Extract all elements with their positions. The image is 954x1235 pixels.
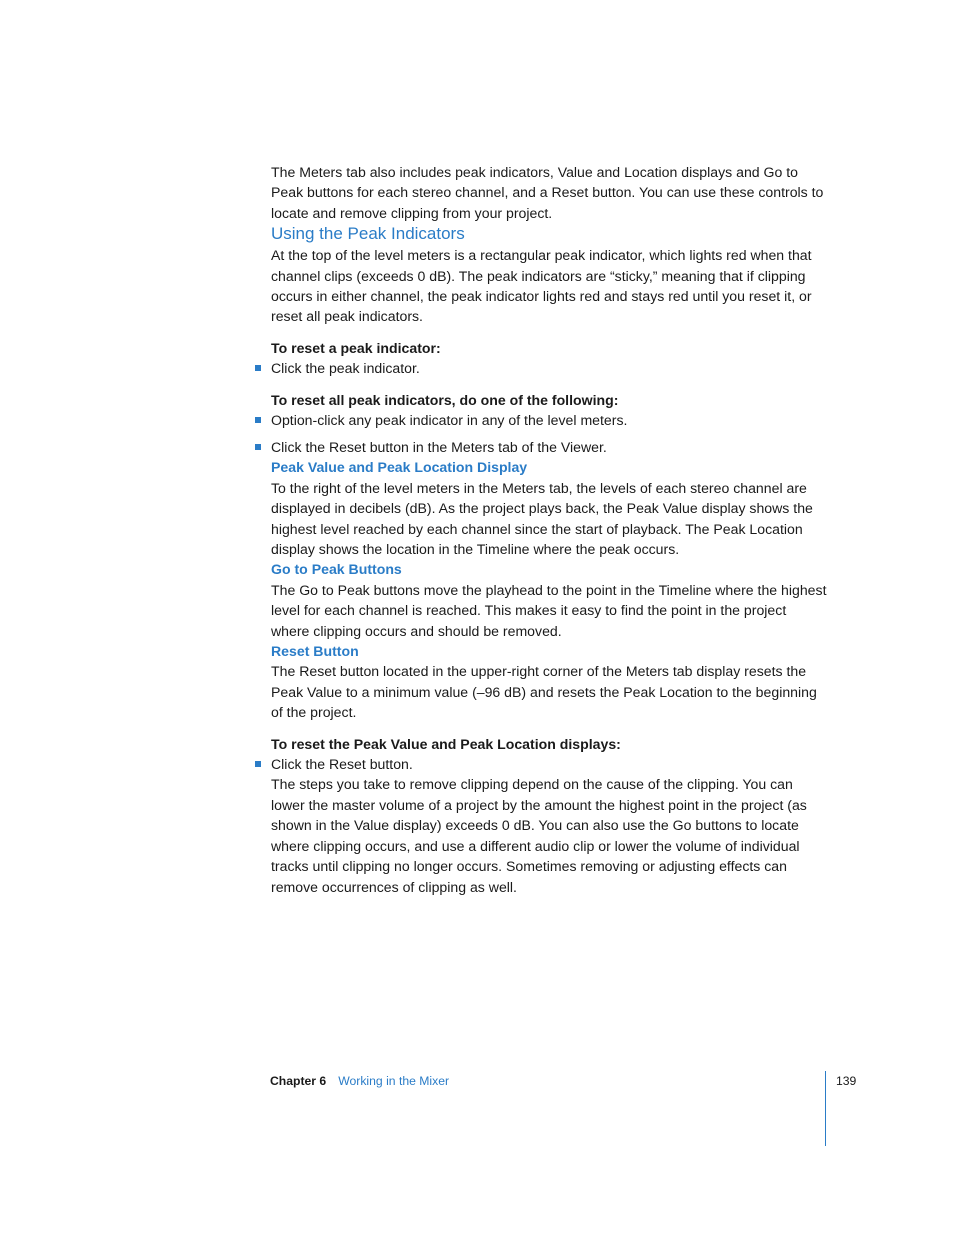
page-footer [270, 1072, 449, 1090]
reset-button-paragraph: The Reset button located in the upper-right corner of the Meters tab display resets the Peak Value to a minimum value (–96 dB) and resets the Peak Location to the beginning of the project. [271, 663, 817, 721]
bullet-square-icon [255, 761, 261, 767]
list-item-text: Click the peak indicator. [271, 360, 420, 377]
steps-reset-one [271, 358, 827, 378]
steps-reset-displays [271, 754, 827, 774]
go-to-peak-paragraph: The Go to Peak buttons move the playhead to the point in the Timeline where the highest level for each channel is reached. This makes it easy to find the point in the project where clipping occurs and should be removed. [271, 581, 827, 639]
list-item [271, 437, 827, 457]
peak-value-paragraph: To the right of the level meters in the Meters tab, the levels of each stereo channel are displayed in decibels (dB). As the project plays back, the Peak Value display shows the highest level reached by each channel since the start of playback. The Peak Location display shows the location in the Timeline where the peak occurs. [271, 479, 813, 557]
page-number: 139 [836, 1074, 857, 1088]
page-content [271, 162, 827, 897]
steps-reset-all [271, 410, 827, 457]
task-label-reset-one: To reset a peak indicator: [271, 339, 441, 356]
section-paragraph: At the top of the level meters is a rectangular peak indicator, which lights red when that channel clips (exceeds 0 dB). The peak indicators are “sticky,” meaning that if clipping occurs in either channel, the peak indicator lights red and stays red until you reset it, or reset all peak indicators. [271, 247, 812, 325]
task-label-reset-all: To reset all peak indicators, do one of the following: [271, 391, 619, 408]
list-item [271, 358, 827, 378]
section-heading: Using the Peak Indicators [271, 224, 465, 244]
footer-divider [825, 1071, 826, 1146]
chapter-label: Chapter 6 [270, 1074, 327, 1088]
bullet-square-icon [255, 444, 261, 450]
list-item-text: Click the Reset button. [271, 756, 413, 773]
bullet-square-icon [255, 417, 261, 423]
chapter-title: Working in the Mixer [338, 1074, 450, 1088]
intro-paragraph: The Meters tab also includes peak indicators, Value and Location displays and Go to Peak buttons for each stereo channel, and a Reset button. You can use these controls to locate and remove clipping from your project. [271, 164, 824, 221]
list-item-text: Click the Reset button in the Meters tab of the Viewer. [271, 438, 607, 455]
list-item [271, 754, 827, 774]
subheading-go-to-peak: Go to Peak Buttons [271, 561, 402, 578]
subheading-peak-value: Peak Value and Peak Location Display [271, 459, 528, 476]
subheading-reset-button: Reset Button [271, 643, 359, 660]
task-label-reset-displays: To reset the Peak Value and Peak Location displays: [271, 735, 621, 752]
list-item [271, 410, 827, 430]
list-item-text: Option-click any peak indicator in any of the level meters. [271, 412, 628, 429]
bullet-square-icon [255, 365, 261, 371]
closing-paragraph: The steps you take to remove clipping depend on the cause of the clipping. You can lower the master volume of a project by the amount the highest point in the project (as shown in the Value display) exceeds 0 dB. You can also use the Go buttons to locate where clipping occurs, and use a different audio clip or lower the volume of individual tracks until clipping no longer occurs. Sometimes removing or adjusting effects can remove occurrences of clipping as well. [271, 776, 807, 895]
